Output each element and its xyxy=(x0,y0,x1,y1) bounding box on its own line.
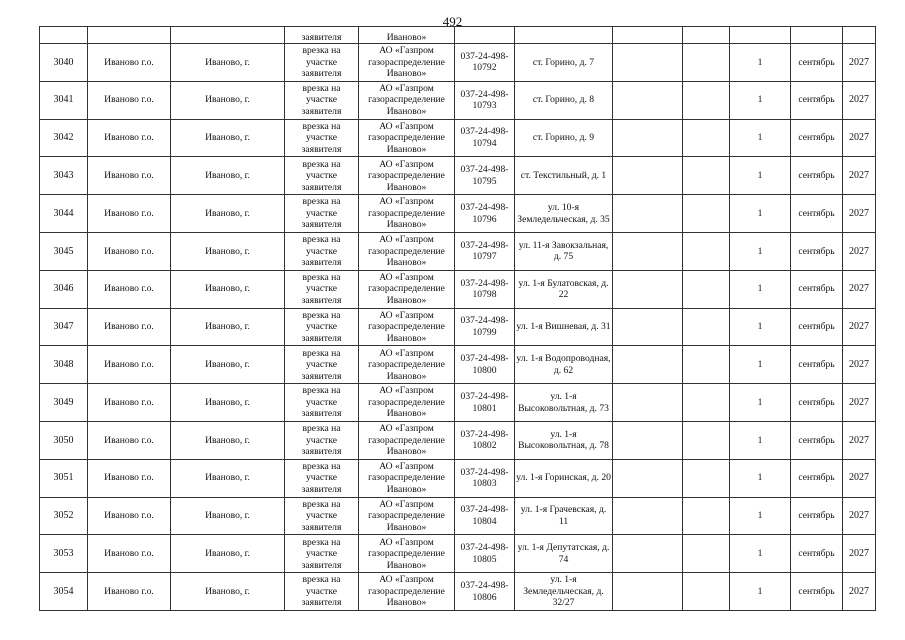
cell-num: 3040 xyxy=(40,44,88,82)
cell-request-id: 037-24-498-10795 xyxy=(455,157,515,195)
cell-month: сентябрь xyxy=(791,421,843,459)
cell-settlement: Иваново, г. xyxy=(171,421,285,459)
cell-empty xyxy=(683,421,730,459)
cell-municipality: Иваново г.о. xyxy=(88,535,171,573)
cell-year: 2027 xyxy=(843,573,876,611)
cell-address: ул. 11-я Завокзальная, д. 75 xyxy=(515,232,613,270)
cell-connection-type: врезка на участке заявителя xyxy=(285,44,359,82)
cell-year: 2027 xyxy=(843,535,876,573)
cell-request-id xyxy=(455,27,515,44)
cell-gdo: АО «Газпром газораспределение Иваново» xyxy=(359,459,455,497)
cell-empty xyxy=(683,44,730,82)
cell-empty xyxy=(613,119,683,157)
cell-empty xyxy=(613,421,683,459)
cell-municipality: Иваново г.о. xyxy=(88,157,171,195)
table-row xyxy=(40,535,876,573)
cell-year: 2027 xyxy=(843,497,876,535)
table-row xyxy=(40,232,876,270)
cell-num: 3042 xyxy=(40,119,88,157)
cell-quantity: 1 xyxy=(730,573,791,611)
cell-connection-type: врезка на участке заявителя xyxy=(285,308,359,346)
cell-gdo: АО «Газпром газораспределение Иваново» xyxy=(359,44,455,82)
cell-settlement: Иваново, г. xyxy=(171,44,285,82)
cell-num: 3052 xyxy=(40,497,88,535)
cell-address: ул. 1-я Депутатская, д. 74 xyxy=(515,535,613,573)
cell-address: ст. Текстильный, д. 1 xyxy=(515,157,613,195)
cell-request-id: 037-24-498-10802 xyxy=(455,421,515,459)
cell-address: ст. Горино, д. 9 xyxy=(515,119,613,157)
cell-settlement: Иваново, г. xyxy=(171,384,285,422)
cell-month: сентябрь xyxy=(791,195,843,233)
cell-settlement: Иваново, г. xyxy=(171,346,285,384)
cell-empty xyxy=(613,346,683,384)
table-row xyxy=(40,119,876,157)
cell-empty xyxy=(683,308,730,346)
cell-address xyxy=(515,27,613,44)
table-row xyxy=(40,270,876,308)
cell-quantity: 1 xyxy=(730,81,791,119)
cell-empty xyxy=(683,27,730,44)
cell-request-id: 037-24-498-10801 xyxy=(455,384,515,422)
cell-quantity: 1 xyxy=(730,44,791,82)
cell-address: ул. 1-я Вишневая, д. 31 xyxy=(515,308,613,346)
cell-request-id: 037-24-498-10800 xyxy=(455,346,515,384)
cell-municipality: Иваново г.о. xyxy=(88,384,171,422)
cell-settlement: Иваново, г. xyxy=(171,308,285,346)
cell-gdo: АО «Газпром газораспределение Иваново» xyxy=(359,497,455,535)
cell-gdo: АО «Газпром газораспределение Иваново» xyxy=(359,573,455,611)
cell-empty xyxy=(683,497,730,535)
cell-request-id: 037-24-498-10804 xyxy=(455,497,515,535)
cell-settlement: Иваново, г. xyxy=(171,459,285,497)
cell-connection-type: врезка на участке заявителя xyxy=(285,535,359,573)
cell-settlement: Иваново, г. xyxy=(171,270,285,308)
cell-gdo: АО «Газпром газораспределение Иваново» xyxy=(359,81,455,119)
cell-year: 2027 xyxy=(843,421,876,459)
cell-year: 2027 xyxy=(843,459,876,497)
cell-municipality: Иваново г.о. xyxy=(88,119,171,157)
cell-empty xyxy=(613,384,683,422)
cell-request-id: 037-24-498-10805 xyxy=(455,535,515,573)
cell-year: 2027 xyxy=(843,346,876,384)
cell-municipality: Иваново г.о. xyxy=(88,308,171,346)
cell-empty xyxy=(683,459,730,497)
cell-month: сентябрь xyxy=(791,497,843,535)
cell-year: 2027 xyxy=(843,157,876,195)
cell-request-id: 037-24-498-10798 xyxy=(455,270,515,308)
cell-num: 3044 xyxy=(40,195,88,233)
cell-empty xyxy=(613,270,683,308)
cell-municipality: Иваново г.о. xyxy=(88,421,171,459)
cell-address: ст. Горино, д. 7 xyxy=(515,44,613,82)
cell-connection-type: врезка на участке заявителя xyxy=(285,232,359,270)
cell-settlement: Иваново, г. xyxy=(171,232,285,270)
cell-empty xyxy=(613,81,683,119)
cell-num: 3045 xyxy=(40,232,88,270)
cell-municipality: Иваново г.о. xyxy=(88,270,171,308)
cell-num: 3053 xyxy=(40,535,88,573)
cell-num: 3048 xyxy=(40,346,88,384)
cell-gdo: АО «Газпром газораспределение Иваново» xyxy=(359,270,455,308)
cell-month xyxy=(791,27,843,44)
cell-connection-type: врезка на участке заявителя xyxy=(285,497,359,535)
cell-year xyxy=(843,27,876,44)
cell-month: сентябрь xyxy=(791,459,843,497)
cell-request-id: 037-24-498-10796 xyxy=(455,195,515,233)
cell-address: ул. 1-я Земледельческая, д. 32/27 xyxy=(515,573,613,611)
cell-month: сентябрь xyxy=(791,346,843,384)
cell-year: 2027 xyxy=(843,384,876,422)
cell-empty xyxy=(683,81,730,119)
cell-year: 2027 xyxy=(843,232,876,270)
cell-num: 3051 xyxy=(40,459,88,497)
cell-num: 3047 xyxy=(40,308,88,346)
cell-empty xyxy=(613,27,683,44)
cell-month: сентябрь xyxy=(791,232,843,270)
table-row xyxy=(40,157,876,195)
cell-connection-type: врезка на участке заявителя xyxy=(285,384,359,422)
table-row xyxy=(40,44,876,82)
table-row xyxy=(40,497,876,535)
cell-empty xyxy=(613,573,683,611)
cell-quantity: 1 xyxy=(730,195,791,233)
cell-municipality: Иваново г.о. xyxy=(88,497,171,535)
cell-address: ул. 1-я Булатовская, д. 22 xyxy=(515,270,613,308)
cell-gdo: АО «Газпром газораспределение Иваново» xyxy=(359,157,455,195)
cell-address: ул. 1-я Грачевская, д. 11 xyxy=(515,497,613,535)
cell-empty xyxy=(613,497,683,535)
cell-empty xyxy=(683,157,730,195)
cell-request-id: 037-24-498-10794 xyxy=(455,119,515,157)
cell-request-id: 037-24-498-10792 xyxy=(455,44,515,82)
cell-month: сентябрь xyxy=(791,384,843,422)
cell-request-id: 037-24-498-10797 xyxy=(455,232,515,270)
gasification-schedule-table xyxy=(39,26,876,611)
cell-settlement: Иваново, г. xyxy=(171,497,285,535)
cell-quantity: 1 xyxy=(730,459,791,497)
cell-municipality: Иваново г.о. xyxy=(88,232,171,270)
cell-gdo: АО «Газпром газораспределение Иваново» xyxy=(359,535,455,573)
cell-settlement: Иваново, г. xyxy=(171,535,285,573)
cell-municipality: Иваново г.о. xyxy=(88,346,171,384)
cell-address: ул. 1-я Водопроводная, д. 62 xyxy=(515,346,613,384)
cell-year: 2027 xyxy=(843,195,876,233)
cell-empty xyxy=(683,119,730,157)
cell-connection-type: врезка на участке заявителя xyxy=(285,573,359,611)
cell-settlement: Иваново, г. xyxy=(171,119,285,157)
cell-settlement xyxy=(171,27,285,44)
cell-empty xyxy=(613,157,683,195)
cell-settlement: Иваново, г. xyxy=(171,157,285,195)
cell-year: 2027 xyxy=(843,119,876,157)
cell-empty xyxy=(613,232,683,270)
cell-empty xyxy=(683,384,730,422)
cell-num: 3050 xyxy=(40,421,88,459)
cell-empty xyxy=(613,308,683,346)
cell-num xyxy=(40,27,88,44)
table-row xyxy=(40,384,876,422)
cell-quantity: 1 xyxy=(730,346,791,384)
page-number: 492 xyxy=(442,14,463,29)
cell-gdo: АО «Газпром газораспределение Иваново» xyxy=(359,421,455,459)
cell-empty xyxy=(613,535,683,573)
cell-address: ул. 10-я Земледельческая, д. 35 xyxy=(515,195,613,233)
cell-year: 2027 xyxy=(843,44,876,82)
cell-num: 3049 xyxy=(40,384,88,422)
cell-quantity: 1 xyxy=(730,497,791,535)
cell-gdo: АО «Газпром газораспределение Иваново» xyxy=(359,384,455,422)
cell-month: сентябрь xyxy=(791,81,843,119)
cell-connection-type: врезка на участке заявителя xyxy=(285,195,359,233)
cell-quantity: 1 xyxy=(730,157,791,195)
cell-municipality: Иваново г.о. xyxy=(88,459,171,497)
cell-month: сентябрь xyxy=(791,270,843,308)
cell-quantity: 1 xyxy=(730,232,791,270)
cell-month: сентябрь xyxy=(791,119,843,157)
cell-settlement: Иваново, г. xyxy=(171,573,285,611)
cell-empty xyxy=(683,270,730,308)
cell-request-id: 037-24-498-10803 xyxy=(455,459,515,497)
cell-quantity: 1 xyxy=(730,421,791,459)
cell-num: 3043 xyxy=(40,157,88,195)
cell-empty xyxy=(683,535,730,573)
cell-quantity: 1 xyxy=(730,308,791,346)
cell-connection-type: врезка на участке заявителя xyxy=(285,157,359,195)
cell-municipality: Иваново г.о. xyxy=(88,195,171,233)
cell-year: 2027 xyxy=(843,270,876,308)
cell-quantity: 1 xyxy=(730,384,791,422)
table-row xyxy=(40,421,876,459)
table-row xyxy=(40,195,876,233)
cell-connection-type: врезка на участке заявителя xyxy=(285,459,359,497)
table-row xyxy=(40,346,876,384)
cell-empty xyxy=(683,346,730,384)
table-row xyxy=(40,459,876,497)
cell-connection-type: заявителя xyxy=(285,27,359,44)
cell-municipality: Иваново г.о. xyxy=(88,44,171,82)
cell-connection-type: врезка на участке заявителя xyxy=(285,346,359,384)
cell-empty xyxy=(613,44,683,82)
cell-address: ст. Горино, д. 8 xyxy=(515,81,613,119)
cell-address: ул. 1-я Высоковольтная, д. 78 xyxy=(515,421,613,459)
cell-empty xyxy=(683,573,730,611)
cell-connection-type: врезка на участке заявителя xyxy=(285,421,359,459)
cell-quantity: 1 xyxy=(730,270,791,308)
cell-connection-type: врезка на участке заявителя xyxy=(285,119,359,157)
cell-gdo: АО «Газпром газораспределение Иваново» xyxy=(359,232,455,270)
cell-empty xyxy=(613,459,683,497)
cell-request-id: 037-24-498-10799 xyxy=(455,308,515,346)
cell-month: сентябрь xyxy=(791,308,843,346)
cell-empty xyxy=(683,232,730,270)
cell-num: 3041 xyxy=(40,81,88,119)
cell-address: ул. 1-я Горинская, д. 20 xyxy=(515,459,613,497)
table-row xyxy=(40,573,876,611)
table-row-continued xyxy=(40,27,876,44)
cell-quantity xyxy=(730,27,791,44)
cell-empty xyxy=(613,195,683,233)
cell-connection-type: врезка на участке заявителя xyxy=(285,270,359,308)
cell-connection-type: врезка на участке заявителя xyxy=(285,81,359,119)
cell-request-id: 037-24-498-10793 xyxy=(455,81,515,119)
cell-gdo: АО «Газпром газораспределение Иваново» xyxy=(359,346,455,384)
cell-gdo: АО «Газпром газораспределение Иваново» xyxy=(359,308,455,346)
cell-quantity: 1 xyxy=(730,535,791,573)
cell-num: 3054 xyxy=(40,573,88,611)
cell-request-id: 037-24-498-10806 xyxy=(455,573,515,611)
table-row xyxy=(40,81,876,119)
cell-quantity: 1 xyxy=(730,119,791,157)
cell-gdo: АО «Газпром газораспределение Иваново» xyxy=(359,195,455,233)
cell-num: 3046 xyxy=(40,270,88,308)
cell-year: 2027 xyxy=(843,308,876,346)
cell-gdo: АО «Газпром газораспределение Иваново» xyxy=(359,119,455,157)
cell-month: сентябрь xyxy=(791,157,843,195)
cell-municipality: Иваново г.о. xyxy=(88,81,171,119)
cell-year: 2027 xyxy=(843,81,876,119)
cell-month: сентябрь xyxy=(791,535,843,573)
cell-month: сентябрь xyxy=(791,44,843,82)
cell-municipality xyxy=(88,27,171,44)
table-body xyxy=(40,27,876,611)
cell-address: ул. 1-я Высоковольтная, д. 73 xyxy=(515,384,613,422)
cell-empty xyxy=(683,195,730,233)
cell-gdo: Иваново» xyxy=(359,27,455,44)
cell-settlement: Иваново, г. xyxy=(171,195,285,233)
cell-settlement: Иваново, г. xyxy=(171,81,285,119)
cell-month: сентябрь xyxy=(791,573,843,611)
cell-municipality: Иваново г.о. xyxy=(88,573,171,611)
table-row xyxy=(40,308,876,346)
